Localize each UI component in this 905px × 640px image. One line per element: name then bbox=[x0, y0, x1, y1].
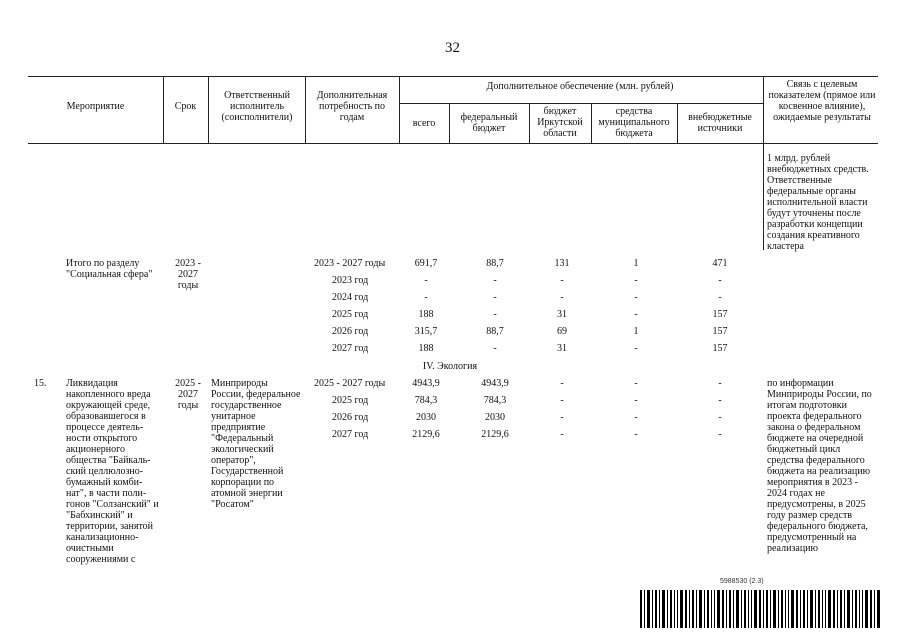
item-executor: Минприроды России, федеральное государственное унитарное предприятие "Федеральный экологический оператор", Государственной корпорации по атомной энергии "Росатом" bbox=[211, 378, 301, 510]
header-bottom-rule bbox=[28, 143, 878, 144]
cell-total: 315,7 bbox=[414, 326, 438, 337]
cell-federal: - bbox=[493, 309, 497, 320]
row-year: 2025 год bbox=[332, 395, 369, 406]
cell-offbudget: - bbox=[718, 429, 722, 440]
header-executor: Ответственный исполнитель (соисполнители) bbox=[221, 90, 293, 123]
cell-offbudget: 157 bbox=[712, 343, 728, 354]
cell-federal: 4943,9 bbox=[481, 378, 509, 389]
cell-irkutsk: - bbox=[560, 395, 564, 406]
cell-total: - bbox=[424, 292, 428, 303]
col-sep bbox=[208, 76, 209, 143]
table-top-rule bbox=[28, 76, 878, 77]
header-funding-group: Дополнительное обеспечение (млн. рублей) bbox=[486, 81, 674, 92]
cell-total: 4943,9 bbox=[412, 378, 440, 389]
cell-municipal: - bbox=[634, 275, 638, 286]
cell-municipal: - bbox=[634, 395, 638, 406]
top-results-note: 1 млрд. рублей внебюджетных средств. Ответственные федеральные органы исполнительной власти будут уточнены после разработки концепции создания креативного кластера bbox=[767, 153, 869, 252]
cell-irkutsk: 131 bbox=[554, 258, 570, 269]
cell-offbudget: - bbox=[718, 275, 722, 286]
header-term: Срок bbox=[174, 101, 197, 112]
cell-total: - bbox=[424, 275, 428, 286]
cell-municipal: 1 bbox=[633, 258, 639, 269]
cell-total: 784,3 bbox=[414, 395, 438, 406]
subtotal-label: Итого по разделу "Социальная сфера" bbox=[66, 258, 153, 280]
col-sep bbox=[677, 103, 678, 143]
cell-total: 188 bbox=[418, 309, 434, 320]
item-measure: Ликвидация накопленного вреда окружающей среде, образовавшегося в процессе деятель- ности открытого акционерного общества "Байкаль- ский целлюлозно- бумажный комби- нат", в части поли- гонов "Солзанский" и "Бабхинский" и территории, занятой канализационно- очистными сооружениями с bbox=[66, 378, 159, 565]
row-year: 2027 год bbox=[332, 429, 369, 440]
cell-offbudget: 157 bbox=[712, 309, 728, 320]
cell-municipal: - bbox=[634, 343, 638, 354]
row-year: 2023 год bbox=[332, 275, 369, 286]
cell-irkutsk: - bbox=[560, 378, 564, 389]
cell-total: 691,7 bbox=[414, 258, 438, 269]
barcode-image bbox=[640, 590, 880, 628]
cell-municipal: 1 bbox=[633, 326, 639, 337]
header-need: Дополнительная потребность по годам bbox=[316, 90, 388, 123]
cell-federal: - bbox=[493, 292, 497, 303]
page-number: 32 bbox=[445, 40, 460, 56]
col-sep bbox=[399, 76, 400, 143]
row-year: 2026 год bbox=[332, 412, 369, 423]
col-sep bbox=[305, 76, 306, 143]
cell-total: 2030 bbox=[416, 412, 436, 423]
row-year: 2026 год bbox=[332, 326, 369, 337]
header-irkutsk: бюджет Иркутской области bbox=[537, 106, 583, 139]
cell-irkutsk: 31 bbox=[557, 343, 567, 354]
header-results: Связь с целевым показателем (прямое или косвенное влияние), ожидаемые результаты bbox=[768, 79, 876, 123]
cell-offbudget: 157 bbox=[712, 326, 728, 337]
row-year: 2024 год bbox=[332, 292, 369, 303]
funding-subheader-rule bbox=[399, 103, 763, 104]
cell-federal: 2129,6 bbox=[481, 429, 509, 440]
col-sep bbox=[763, 76, 764, 143]
header-municipal: средства муниципального бюджета bbox=[598, 106, 670, 139]
cell-offbudget: - bbox=[718, 378, 722, 389]
cell-offbudget: - bbox=[718, 292, 722, 303]
item-number: 15. bbox=[34, 378, 47, 389]
cell-federal: 88,7 bbox=[486, 258, 504, 269]
subtotal-term: 2023 - 2027 годы bbox=[175, 258, 201, 291]
cell-municipal: - bbox=[634, 292, 638, 303]
section-title: IV. Экология bbox=[422, 361, 478, 372]
cell-offbudget: - bbox=[718, 395, 722, 406]
cell-total: 188 bbox=[418, 343, 434, 354]
col-sep bbox=[449, 103, 450, 143]
header-federal: федеральный бюджет bbox=[460, 112, 518, 134]
cell-offbudget: - bbox=[718, 412, 722, 423]
cell-federal: - bbox=[493, 343, 497, 354]
cell-federal: 88,7 bbox=[486, 326, 504, 337]
cell-total: 2129,6 bbox=[412, 429, 440, 440]
item-term: 2025 - 2027 годы bbox=[175, 378, 201, 411]
row-year: 2027 год bbox=[332, 343, 369, 354]
header-total: всего bbox=[412, 118, 436, 129]
barcode-label: 5988530 (2.3) bbox=[720, 578, 764, 585]
cell-municipal: - bbox=[634, 429, 638, 440]
cell-federal: 2030 bbox=[485, 412, 505, 423]
header-measure: Мероприятие bbox=[66, 101, 125, 112]
cell-irkutsk: - bbox=[560, 275, 564, 286]
cell-irkutsk: - bbox=[560, 412, 564, 423]
row-year: 2025 год bbox=[332, 309, 369, 320]
cell-irkutsk: 69 bbox=[557, 326, 567, 337]
cell-municipal: - bbox=[634, 378, 638, 389]
cell-offbudget: 471 bbox=[712, 258, 728, 269]
body-col-sep bbox=[763, 143, 764, 250]
item-results: по информации Минприроды России, по итогам подготовки проекта федерального закона о федеральном бюджете на очередной бюджетный цикл средства федерального бюджета на реализацию мероприятия в 2023 - 2024 годах не предусмотрены, в 2025 году размер средств федерального бюджета, предусмотренный на реализацию bbox=[767, 378, 872, 554]
cell-federal: - bbox=[493, 275, 497, 286]
cell-federal: 784,3 bbox=[483, 395, 507, 406]
cell-municipal: - bbox=[634, 309, 638, 320]
cell-irkutsk: - bbox=[560, 429, 564, 440]
header-offbudget: внебюджетные источники bbox=[688, 112, 752, 134]
cell-municipal: - bbox=[634, 412, 638, 423]
cell-irkutsk: - bbox=[560, 292, 564, 303]
cell-irkutsk: 31 bbox=[557, 309, 567, 320]
row-year: 2023 - 2027 годы bbox=[314, 258, 386, 269]
row-year: 2025 - 2027 годы bbox=[314, 378, 386, 389]
